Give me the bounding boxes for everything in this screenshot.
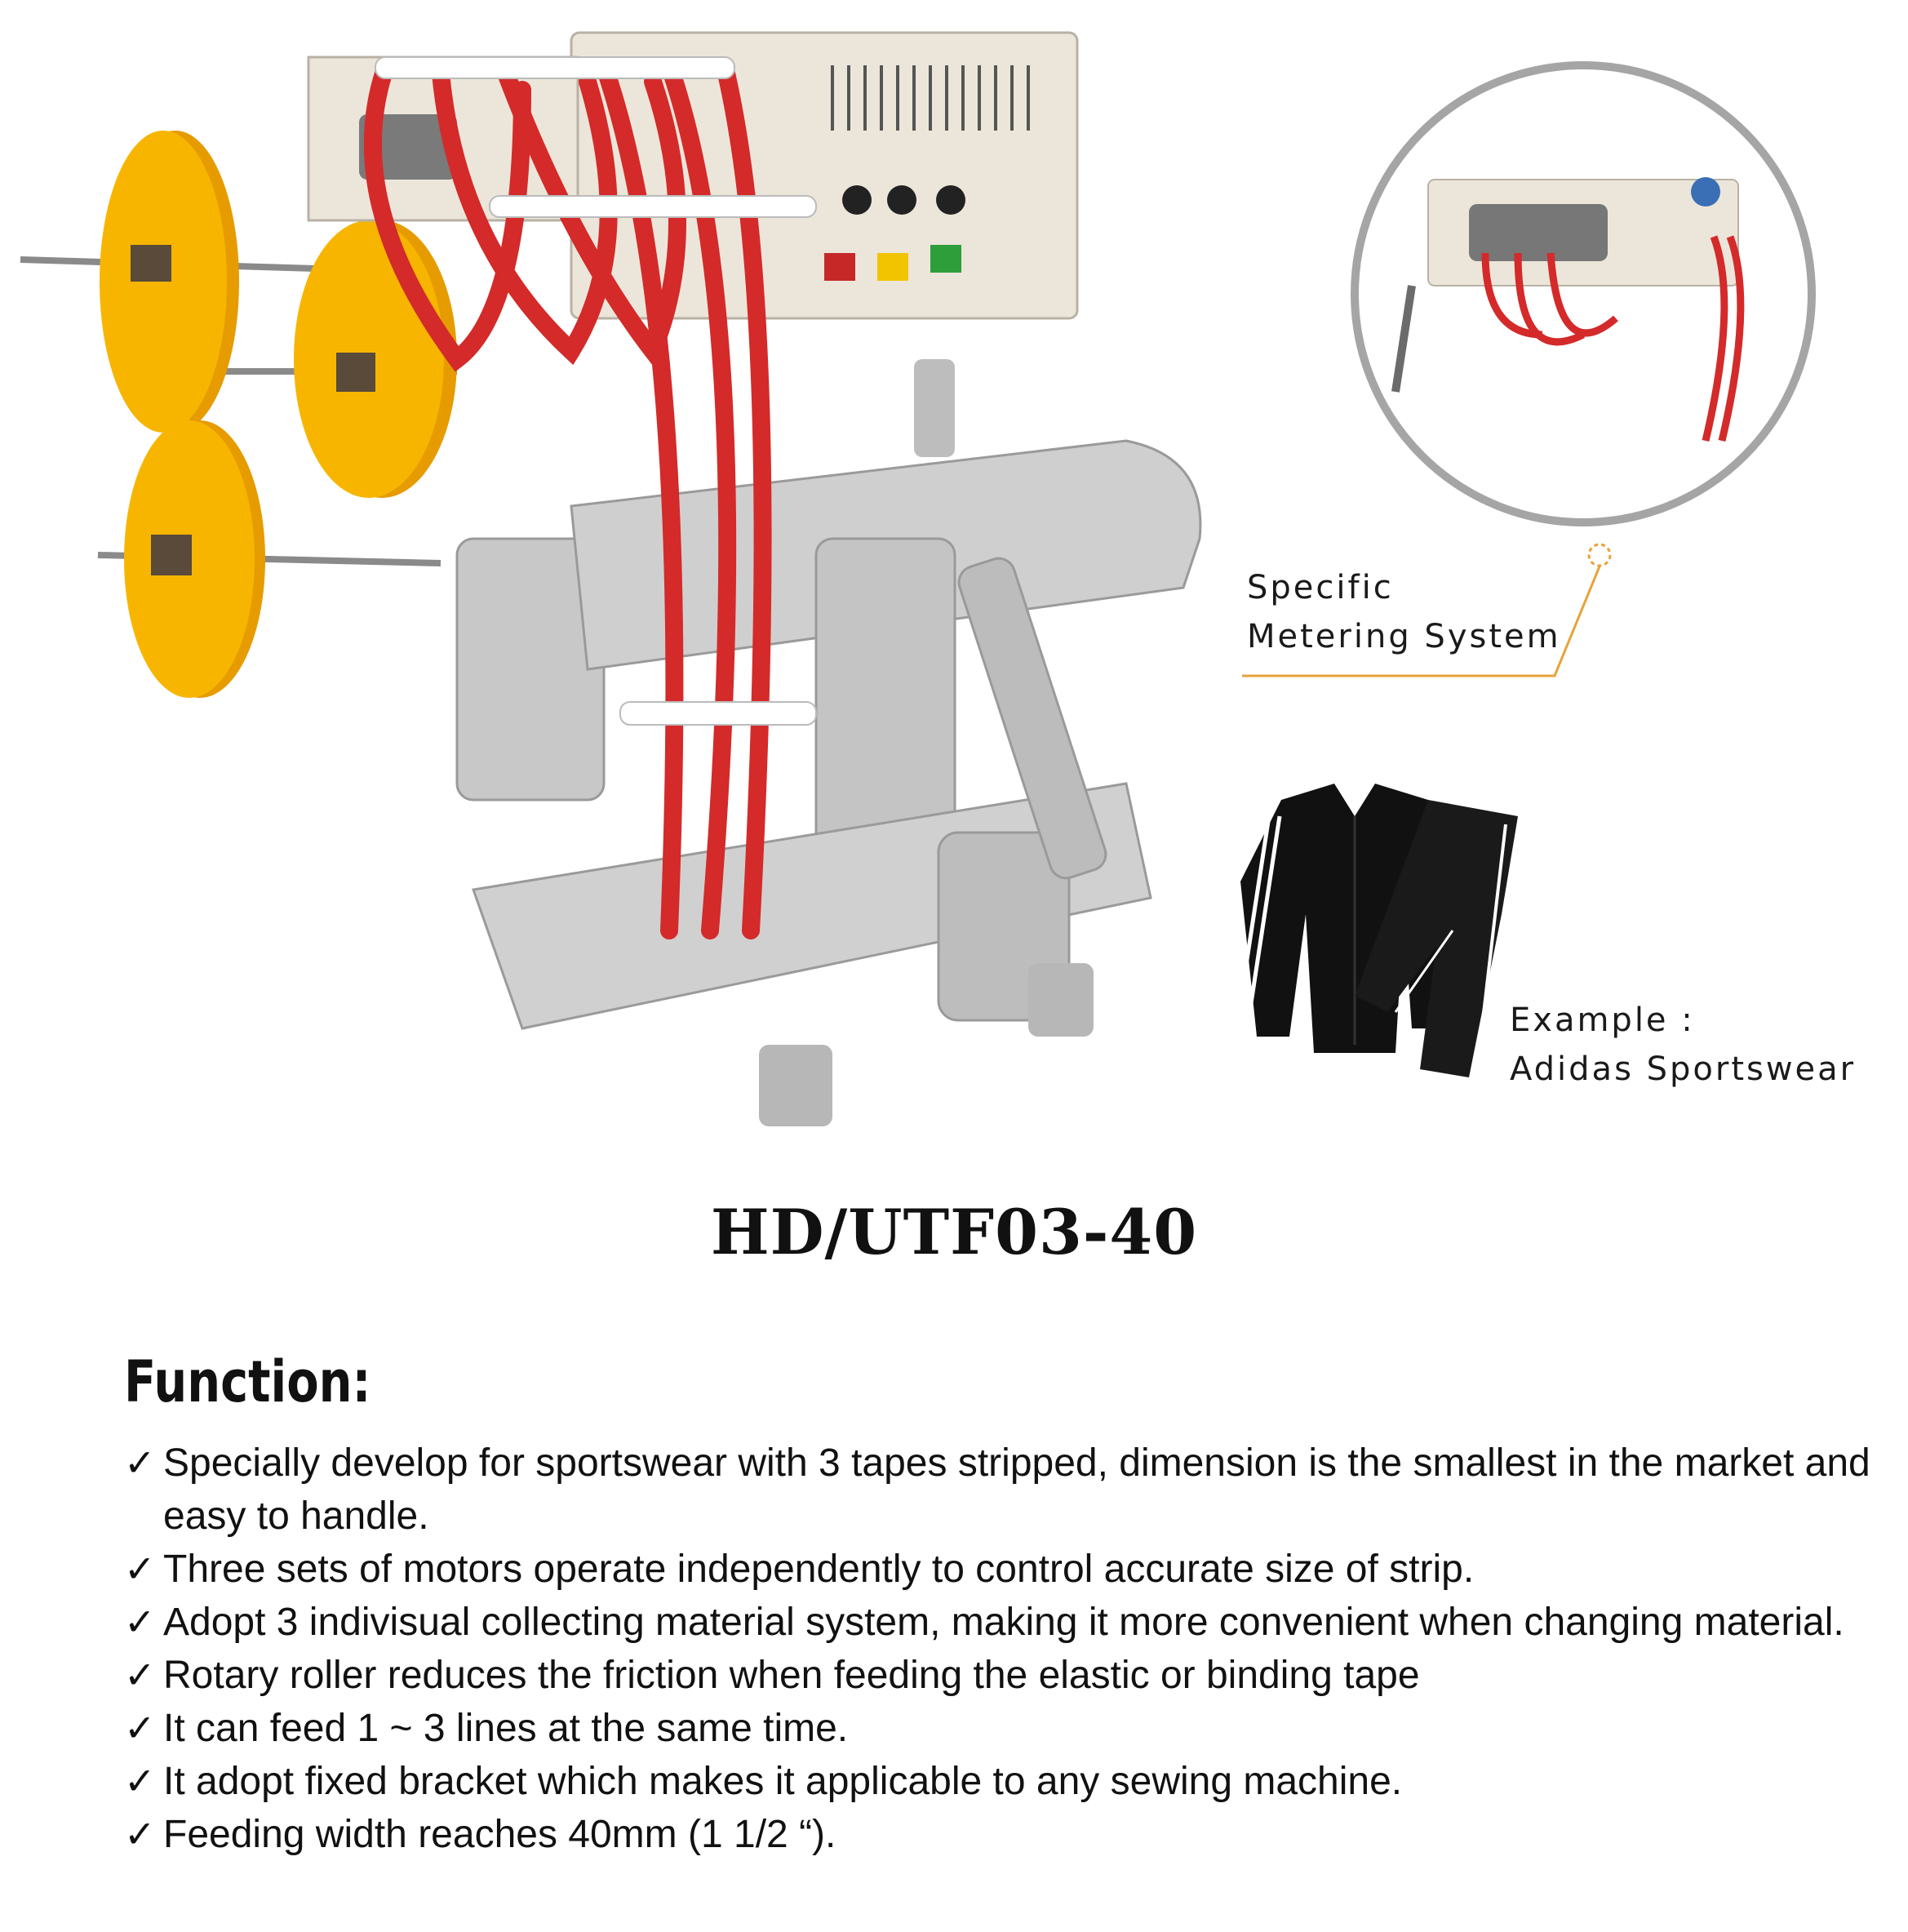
tape-reel-middle [294, 220, 457, 498]
example-callout-line1: Example : [1510, 1002, 1695, 1039]
sewing-machine-image [0, 0, 1240, 1159]
feature-text: Feeding width reaches 40mm (1 1/2 “). [163, 1813, 836, 1856]
feature-list [124, 1437, 1879, 1861]
model-title: HD/UTF03-40 [710, 1196, 1198, 1268]
sportswear-image [1191, 767, 1551, 1102]
metering-system-detail-image [1347, 57, 1820, 531]
feature-item [124, 1543, 1879, 1596]
feature-text: Three sets of motors operate independently to control accurate size of strip. [163, 1548, 1475, 1591]
checkmark-icon: ✓ [124, 1812, 156, 1856]
feature-item [124, 1808, 1879, 1861]
feature-item [124, 1755, 1879, 1808]
detail-callout-line2: Metering System [1247, 618, 1561, 655]
checkmark-icon: ✓ [124, 1547, 156, 1591]
feature-text: Adopt 3 indivisual collecting material system, making it more convenient when changing material. [163, 1601, 1844, 1644]
feature-text: Rotary roller reduces the friction when feeding the elastic or binding tape [163, 1654, 1420, 1697]
example-callout-line2: Adidas Sportswear [1510, 1050, 1857, 1088]
function-heading: Function: [124, 1348, 371, 1415]
checkmark-icon: ✓ [124, 1706, 156, 1750]
checkmark-icon: ✓ [124, 1600, 156, 1644]
feature-item [124, 1649, 1879, 1702]
feature-item [124, 1702, 1879, 1755]
feature-text: Specially develop for sportswear with 3 tapes stripped, dimension is the smallest in the market and easy to handle. [163, 1441, 1870, 1538]
tape-reel-top [100, 131, 239, 433]
checkmark-icon: ✓ [124, 1441, 156, 1485]
feature-item [124, 1596, 1879, 1649]
checkmark-icon: ✓ [124, 1653, 156, 1697]
feature-text: It adopt fixed bracket which makes it applicable to any sewing machine. [163, 1760, 1403, 1803]
example-callout [1510, 996, 1856, 1094]
tape-reel-bottom [124, 420, 265, 698]
detail-callout [1247, 563, 1561, 661]
feature-item [124, 1437, 1879, 1543]
checkmark-icon: ✓ [124, 1759, 156, 1803]
detail-callout-line1: Specific [1247, 569, 1394, 606]
machine-body [457, 359, 1200, 1126]
feature-text: It can feed 1 ~ 3 lines at the same time. [163, 1707, 849, 1750]
